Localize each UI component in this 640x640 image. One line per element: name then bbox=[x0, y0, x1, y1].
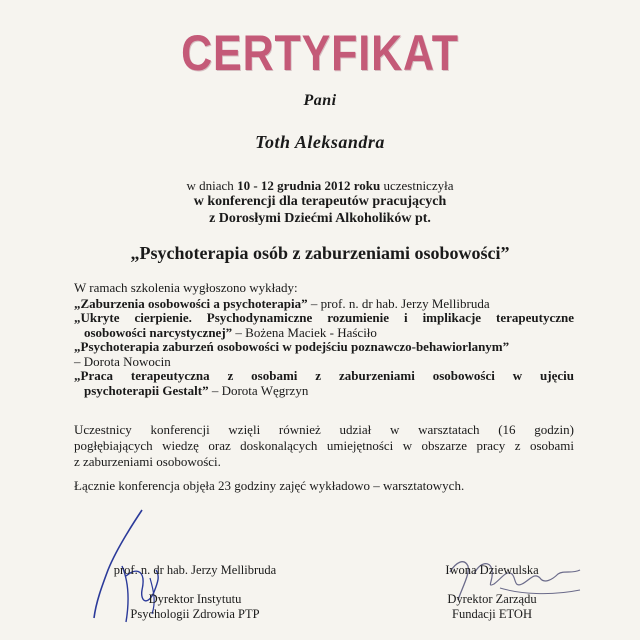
certificate-title: CERTYFIKAT bbox=[181, 25, 459, 81]
lecture-title: „Praca terapeutyczna z osobami z zaburzeniami osobowości w ujęciu bbox=[74, 368, 574, 383]
signatory-role: Fundacji ETOH bbox=[452, 607, 532, 621]
signatory-left bbox=[70, 563, 320, 622]
total-hours: Łącznie konferencja objęła 23 godziny zajęć wykładowo – warsztatowych. bbox=[74, 478, 465, 493]
workshops-paragraph bbox=[74, 422, 574, 470]
lecture-item bbox=[74, 297, 574, 312]
recipient-name: Toth Aleksandra bbox=[255, 132, 385, 152]
intro-prefix: w dniach bbox=[186, 178, 234, 193]
intro-text bbox=[0, 178, 640, 227]
signatory-name: prof. n. dr hab. Jerzy Mellibruda bbox=[113, 563, 277, 577]
lecture-item bbox=[74, 340, 574, 369]
workshops-line: z zaburzeniami osobowości. bbox=[74, 454, 221, 469]
lecture-title: „Psychoterapia zaburzeń osobowości w podejściu poznawczo-behawiorlanym” bbox=[74, 339, 510, 354]
intro-line-2: w konferencji dla terapeutów pracujących bbox=[193, 194, 447, 209]
signatory-role: Dyrektor Zarządu bbox=[447, 592, 537, 606]
intro-line-1 bbox=[0, 178, 640, 193]
workshops-line: Uczestnicy konferencji wzięli również udział w warsztatach (16 godzin) bbox=[74, 422, 574, 437]
salutation: Pani bbox=[303, 92, 337, 109]
conference-theme: „Psychoterapia osób z zaburzeniami osobowości” bbox=[130, 243, 510, 263]
lectures-section bbox=[74, 281, 574, 398]
lectures-header: W ramach szkolenia wygłoszono wykłady: bbox=[74, 280, 298, 295]
lecture-speaker: – Bożena Maciek - Haściło bbox=[232, 324, 377, 340]
lecture-title-cont: osobowości narcystycznej” bbox=[84, 324, 233, 340]
lecture-title: „Ukryte cierpienie. Psychodynamiczne rozumienie i implikacje terapeutyczne bbox=[74, 310, 574, 325]
intro-dates: 10 - 12 grudnia 2012 roku bbox=[237, 178, 381, 193]
intro-line-3: z Dorosłymi Dziećmi Alkoholików pt. bbox=[209, 211, 431, 226]
signatory-right bbox=[392, 563, 592, 622]
lecture-title: „Zaburzenia osobowości a psychoterapia” bbox=[74, 295, 308, 311]
lecture-item bbox=[74, 369, 574, 398]
signatory-role: Psychologii Zdrowia PTP bbox=[130, 607, 260, 621]
lecture-item bbox=[74, 311, 574, 340]
intro-suffix: uczestniczyła bbox=[383, 178, 454, 193]
signatory-name: Iwona Dziewulska bbox=[445, 563, 539, 577]
lecture-speaker: – Dorota Węgrzyn bbox=[208, 382, 309, 398]
lecture-speaker: – prof. n. dr hab. Jerzy Mellibruda bbox=[307, 295, 490, 311]
lecture-title-cont: psychoterapii Gestalt” bbox=[84, 382, 209, 398]
lecture-speaker: – Dorota Nowocin bbox=[74, 353, 171, 369]
workshops-line: pogłębiających wiedzę oraz doskonalących umiejętności w obszarze pracy z osobami bbox=[74, 438, 574, 453]
signatory-role: Dyrektor Instytutu bbox=[148, 592, 242, 606]
